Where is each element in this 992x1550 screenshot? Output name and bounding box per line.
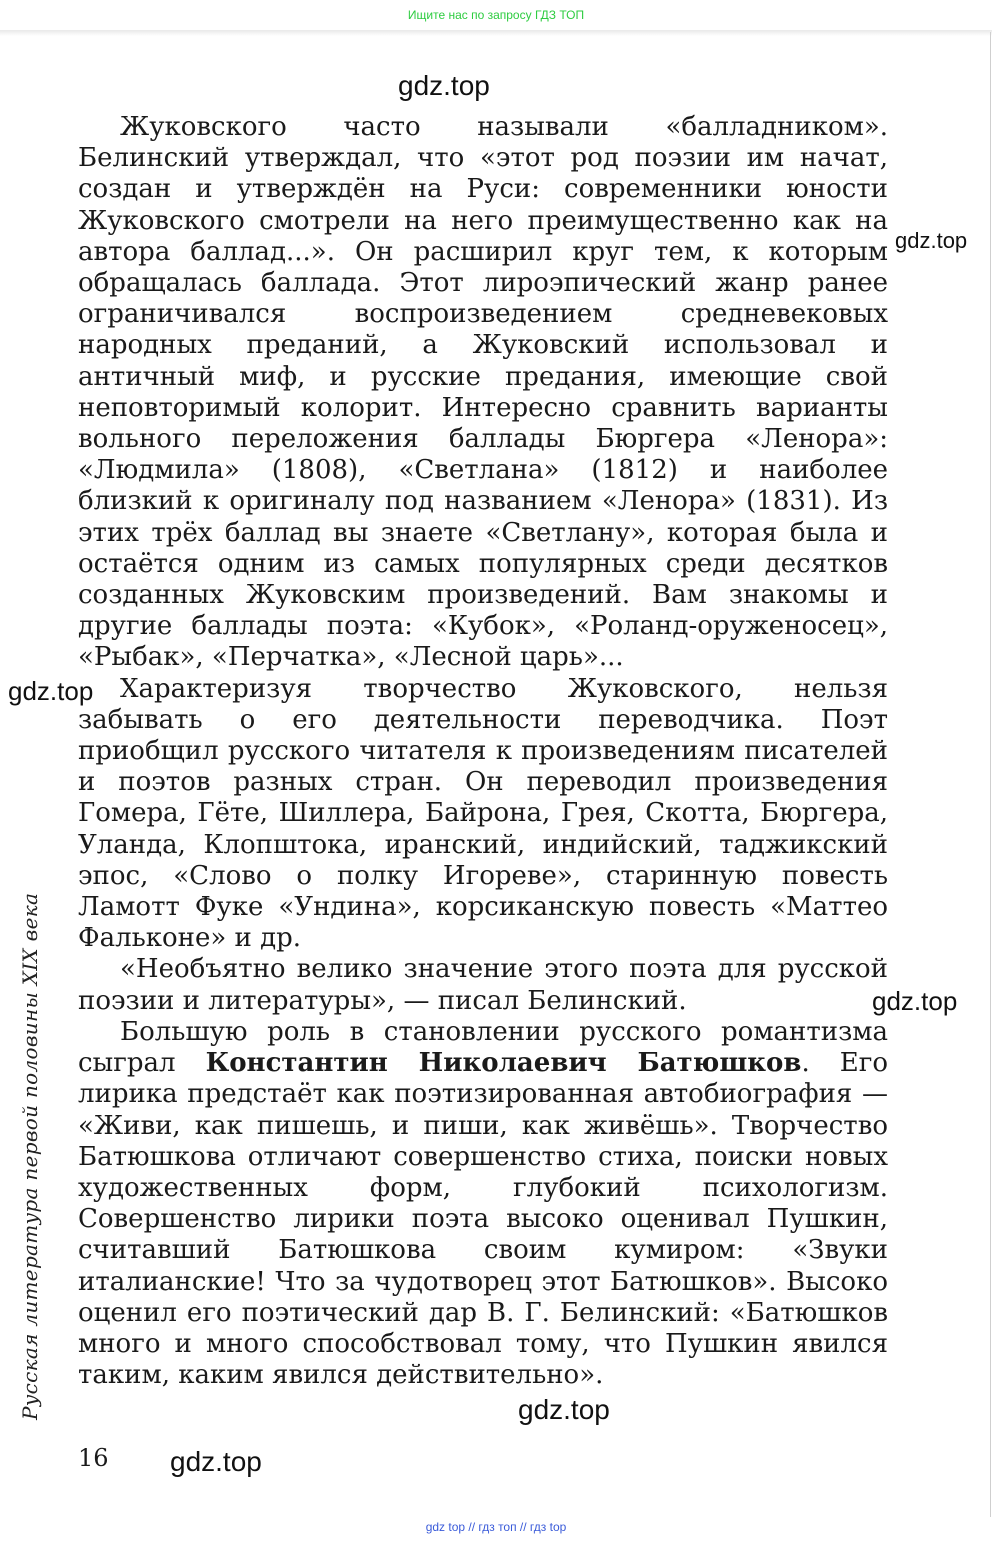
watermark-right-lower: gdz.top <box>872 986 958 1016</box>
top-banner-shadow <box>0 30 992 36</box>
watermark-bottom: gdz.top <box>518 1394 610 1425</box>
batyushkov-name: Константин Николаевич Батюшков <box>205 1048 802 1079</box>
paragraph-belinsky-quote: «Необъятно велико значение этого поэта для русской поэзии и литературы», — писал Белинский. <box>78 954 888 1016</box>
page-body <box>78 112 888 1391</box>
footer-links: gdz top // гдз топ // гдз top <box>425 1520 567 1534</box>
watermark-page-footer: gdz.top <box>170 1446 262 1477</box>
watermark-top: gdz.top <box>398 70 490 101</box>
top-banner: Ищите нас по запросу ГДЗ ТОП <box>407 8 585 22</box>
watermark-right-upper: gdz.top <box>895 228 968 253</box>
running-side-title: Русская литература первой половины XIX века <box>18 892 42 1420</box>
paragraph-batyushkov <box>78 1017 888 1391</box>
paragraph-translator: Характеризуя творчество Жуковского, нельзя забывать о его деятельности переводчика. Поэт приобщил русского читателя к произведениям писателей и поэтов разных стран. Он переводил произведения Гомера, Гёте, Шиллера, Байрона, Грея, Скотта, Бюргера, Уланда, Клопштока, иранский, индийский, таджикский эпос, «Слово о полку Игореве», старинную повесть Ламотт Фуке «Ундина», корсиканскую повесть «Маттео Фальконе» и др. <box>78 673 888 954</box>
paragraph-ballads: Жуковского часто называли «балладником». Белинский утверждал, что «этот род поэзии им начат, создан и утверждён на Руси: современники юности Жуковского смотрели на него преимущественно как на автора баллад...». Он расширил круг тем, к которым обращалась баллада. Этот лироэпический жанр ранее ограничивался воспроизведением средневековых народных преданий, а Жуковский использовал и античный миф, и русские предания, имеющие свой неповторимый колорит. Интересно сравнить варианты вольного переложения баллады Бюргера «Ленора»: «Людмила» (1808), «Светлана» (1812) и наиболее близкий к оригиналу под названием «Ленора» (1831). Из этих трёх баллад вы знаете «Светлану», которая была и остаётся одним из самых популярных среди десятков созданных Жуковским произведений. Вам знакомы и другие баллады поэта: «Кубок», «Роланд-оруженосец», «Рыбак», «Перчатка», «Лесной царь»... <box>78 112 888 673</box>
batyushkov-intro: Большую роль в становлении русского романтизма сыграл <box>78 1016 888 1079</box>
batyushkov-text: . Его лирика предстаёт как поэтизированная автобиография — «Живи, как пишешь, и пиши, как живёшь». Творчество Батюшкова отличают совершенство стиха, поиски новых художественных форм, глубокий психологизм. Совершенство лирики поэта высоко оценивал Пушкин, считавший Батюшкова своим кумиром: «Звуки италианские! Что за чудотворец этот Батюшков». Высоко оценил его поэтический дар В. Г. Белинский: «Батюшков много и много способствовал тому, что Пушкин явился таким, каким явился действительно». <box>78 1048 888 1391</box>
page-number: 16 <box>78 1444 109 1472</box>
watermark-left: gdz.top <box>8 676 94 706</box>
page-edge-rule <box>990 32 991 1517</box>
